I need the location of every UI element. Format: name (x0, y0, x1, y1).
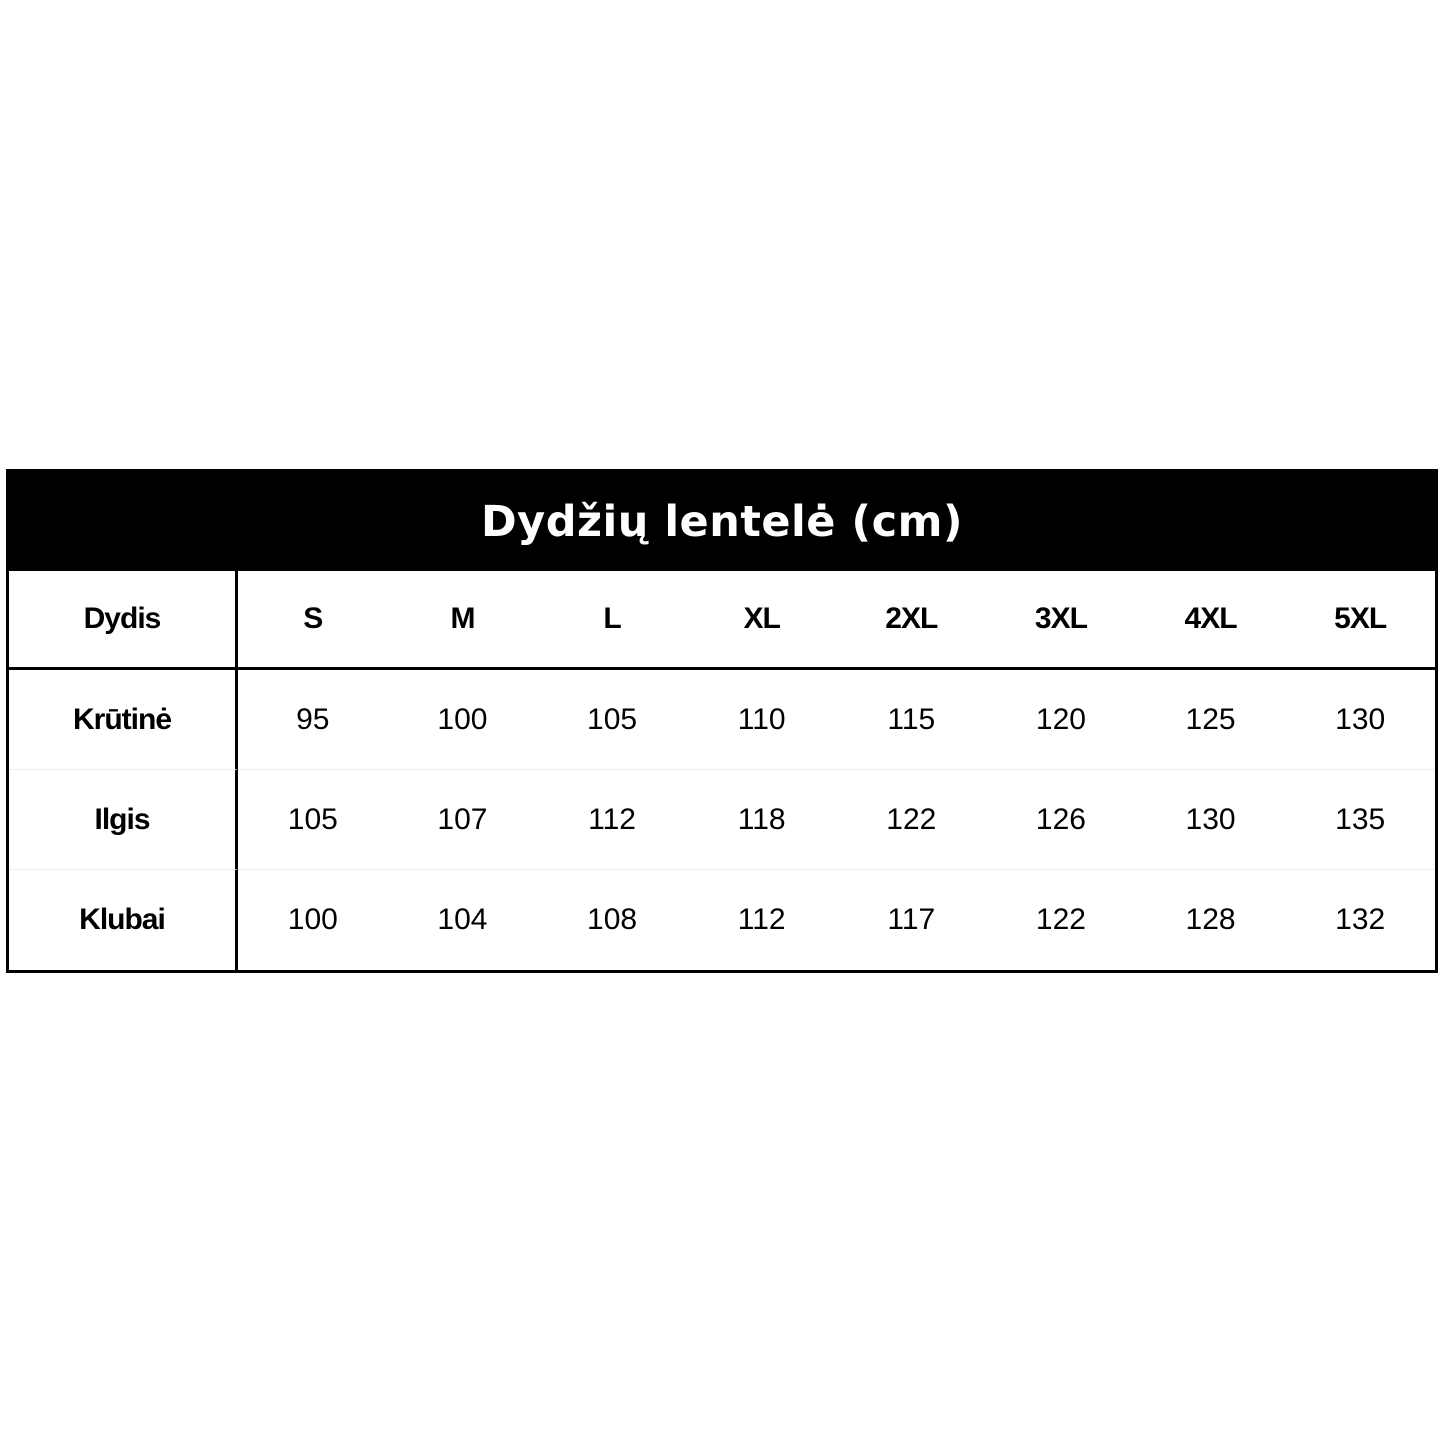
table-cell: 100 (388, 670, 538, 770)
table-cell: 130 (1136, 770, 1286, 870)
table-cell: 110 (687, 670, 837, 770)
table-cell: 118 (687, 770, 837, 870)
row-label-hips: Klubai (9, 870, 238, 970)
table-cell: 135 (1285, 770, 1435, 870)
size-header-s: S (238, 571, 388, 670)
size-chart-table (6, 469, 1438, 973)
table-cell: 125 (1136, 670, 1286, 770)
size-header-4xl: 4XL (1136, 571, 1286, 670)
table-cell: 122 (1035, 903, 1086, 936)
table-cell: 112 (537, 770, 687, 870)
size-header-l: L (537, 571, 687, 670)
size-header-3xl: 3XL (986, 571, 1136, 670)
size-header-m: M (388, 571, 538, 670)
table-cell: 95 (238, 670, 388, 770)
row-label-chest: Krūtinė (9, 670, 238, 770)
table-cell: 104 (437, 903, 488, 936)
row-label-length: Ilgis (9, 770, 238, 870)
table-cell: 128 (1185, 903, 1236, 936)
header-label-cell: Dydis (9, 571, 238, 670)
table-cell: 112 (737, 903, 786, 936)
table-cell: 126 (986, 770, 1136, 870)
table-cell: 132 (1335, 903, 1386, 936)
table-cell: 105 (537, 670, 687, 770)
size-grid (9, 571, 1435, 970)
table-cell: 105 (238, 770, 388, 870)
size-header-5xl: 5XL (1285, 571, 1435, 670)
table-cell: 122 (837, 770, 987, 870)
table-cell: 117 (887, 903, 936, 936)
table-cell: 100 (287, 903, 338, 936)
table-cell: 108 (587, 903, 638, 936)
table-cell: 120 (986, 670, 1136, 770)
table-title: Dydžių lentelė (cm) (9, 472, 1435, 571)
table-cell: 130 (1285, 670, 1435, 770)
size-header-xl: XL (687, 571, 837, 670)
size-header-2xl: 2XL (837, 571, 987, 670)
table-cell: 115 (837, 670, 987, 770)
table-cell: 107 (388, 770, 538, 870)
